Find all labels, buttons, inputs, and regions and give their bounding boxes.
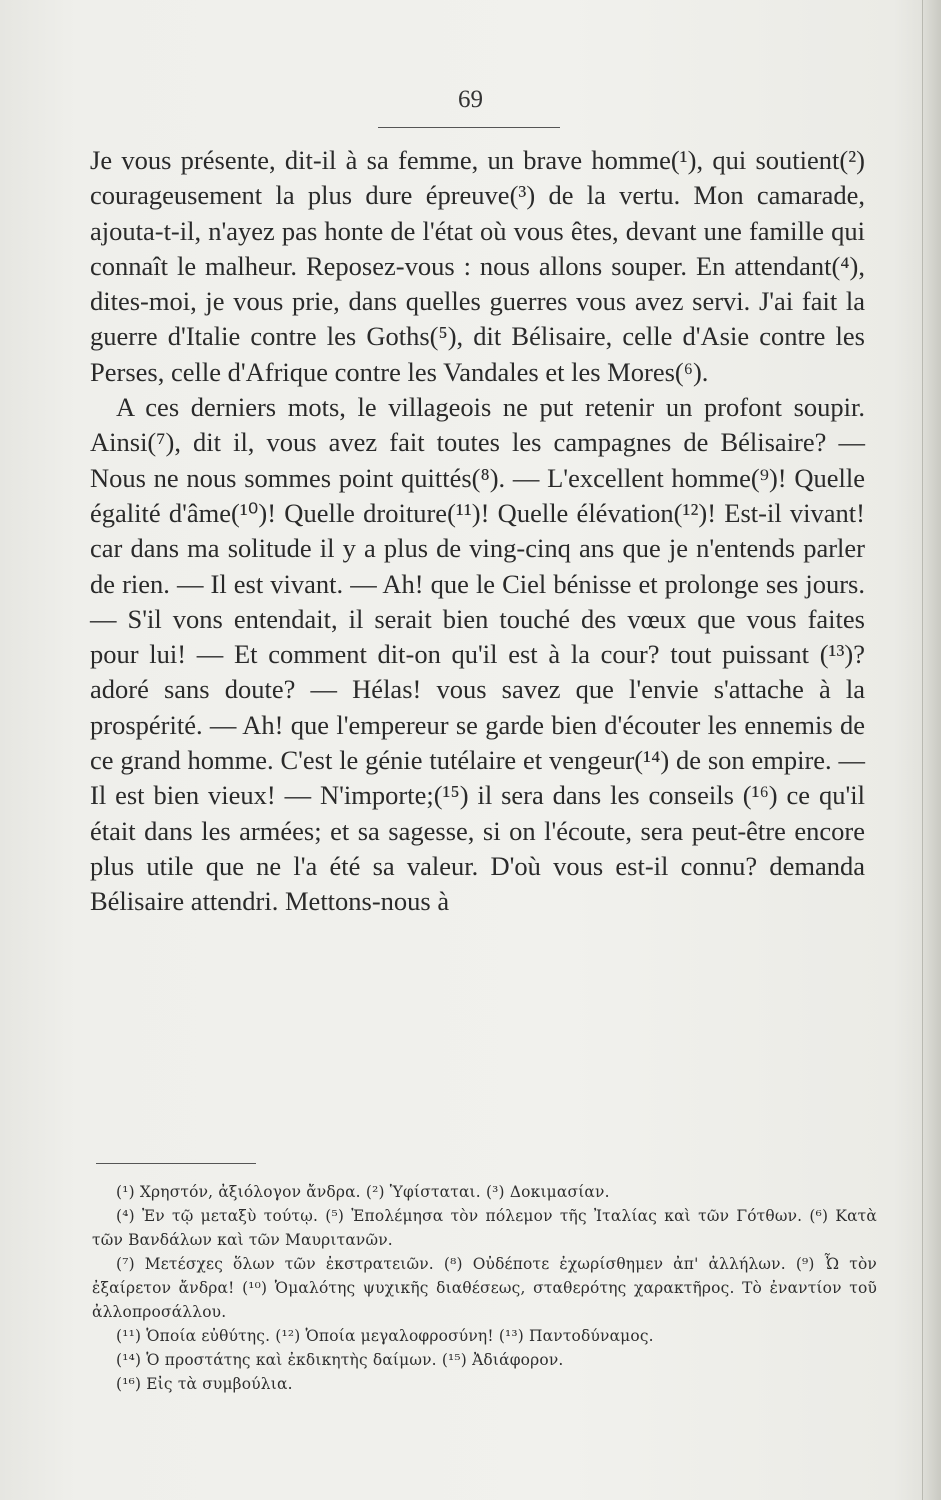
footnote-line: (¹⁴) Ὁ προστάτης καὶ ἐκδικητὴς δαίμων. (¹⁵) Ἀδιάφορον. bbox=[116, 1351, 564, 1369]
page-edge bbox=[922, 0, 941, 1500]
page-number: 69 bbox=[458, 86, 483, 113]
footnote-line: (¹¹) Ὁποία εὐθύτης. (¹²) Ὁποία μεγαλοφροσύνη! (¹³) Παντοδύναμος. bbox=[116, 1327, 654, 1345]
paragraph-1: Je vous présente, dit-il à sa femme, un brave homme(¹), qui soutient(²) courageusement la plus dure épreuve(³) de la vertu. Mon camarade, ajouta-t-il, n'ayez pas honte de l'état où vous êtes, devant une famille qui connaît le malheur. Reposez-vous : nous allons souper. En attendant(⁴), dites-moi, je vous prie, dans quelles guerres vous avez servi. J'ai fait la guerre d'Italie contre les Goths(⁵), dit Bélisaire, celle d'Asie contre les Perses, celle d'Afrique contre les Vandales et les Mores(⁶). bbox=[90, 145, 865, 387]
footnote-line: (⁷) Μετέσχες ὅλων τῶν ἐκστρατειῶν. (⁸) Οὐδέποτε ἐχωρίσθημεν ἀπ' ἀλλήλων. (⁹) Ὦ τὸν ἐξαίρετον ἄνδρα! (¹⁰) Ὁμαλότης ψυχικῆς διαθέσεως, σταθερότης χαρακτῆρος. Τὸ ἐναντίον τοῦ ἀλλοπροσάλλου. bbox=[92, 1255, 877, 1321]
main-text bbox=[90, 143, 865, 920]
footnote-rule bbox=[96, 1163, 256, 1164]
footnote-line: (¹⁶) Εἰς τὰ συμβούλια. bbox=[116, 1375, 293, 1393]
footnotes bbox=[92, 1180, 877, 1396]
footnote-line: (¹) Χρηστόν, ἀξιόλογον ἄνδρα. (²) Ὑφίσταται. (³) Δοκιμασίαν. bbox=[116, 1183, 610, 1201]
footnote-line: (⁴) Ἐν τῷ μεταξὺ τούτῳ. (⁵) Ἐπολέμησα τὸν πόλεμον τῆς Ἰταλίας καὶ τῶν Γότθων. (⁶) Κατὰ τῶν Βανδάλων καὶ τῶν Μαυριτανῶν. bbox=[92, 1207, 877, 1249]
paragraph-2: A ces derniers mots, le villageois ne put retenir un profont soupir. Ainsi(⁷), dit il, vous avez fait toutes les campagnes de Bélisaire? — Nous ne nous sommes point quittés(⁸). — L'excellent homme(⁹)! Quelle égalité d'âme(¹⁰)! Quelle droiture(¹¹)! Quelle élévation(¹²)! Est-il vivant! car dans ma solitude il y a plus de ving-cinq ans que je n'entends parler de rien. — Il est vivant. — Ah! que le Ciel bénisse et prolonge ses jours. — S'il vons entendait, il serait bien touché des vœux que vous faites pour lui! — Et comment dit-on qu'il est à la cour? tout puissant (¹³)? adoré sans doute? — Hélas! vous savez que l'envie s'attache à la prospérité. — Ah! que l'empereur se garde bien d'écouter les ennemis de ce grand homme. C'est le génie tutélaire et vengeur(¹⁴) de son empire. — Il est bien vieux! — N'importe;(¹⁵) il sera dans les conseils (¹⁶) ce qu'il était dans les armées; et sa sagesse, si on l'écoute, sera peut-être encore plus utile que ne l'a été sa valeur. D'où vous est-il connu? demanda Bélisaire attendri. Mettons-nous à bbox=[90, 392, 865, 917]
header-rule bbox=[378, 127, 560, 128]
